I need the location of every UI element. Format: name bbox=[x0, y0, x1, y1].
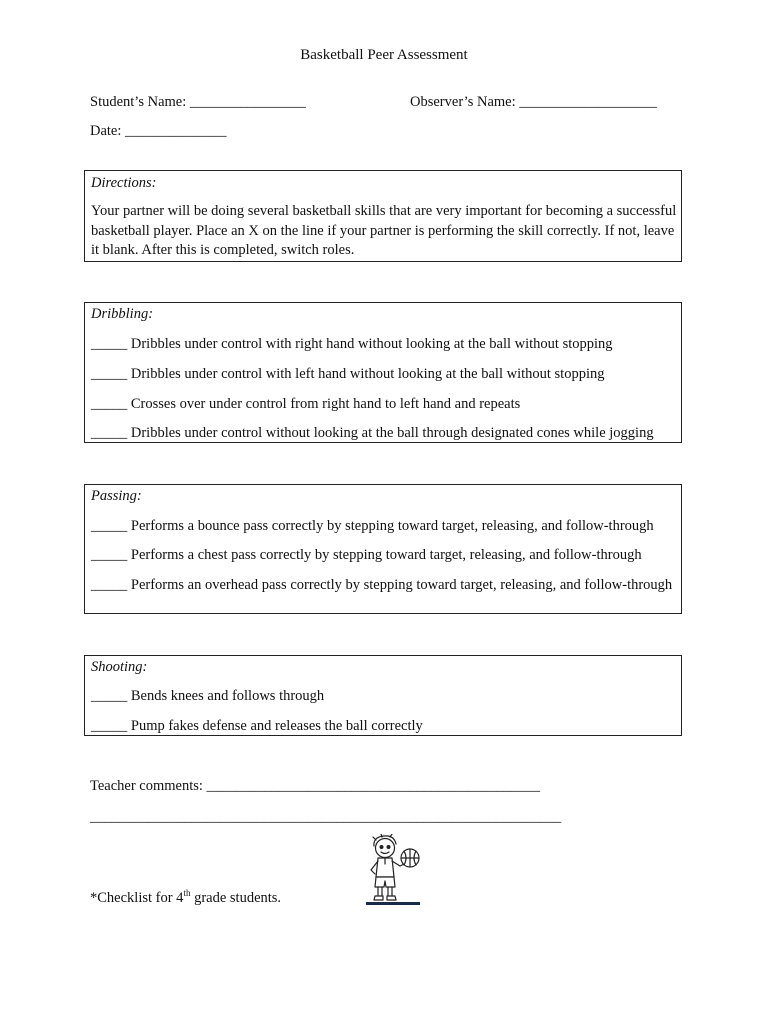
shooting-item: _____ Pump fakes defense and releases the ball correctly bbox=[91, 718, 423, 734]
footnote-prefix: *Checklist for 4 bbox=[90, 889, 184, 906]
directions-box bbox=[84, 170, 682, 262]
passing-item: _____ Performs a bounce pass correctly by stepping toward target, releasing, and follow-through bbox=[91, 518, 654, 534]
date-field: Date: ______________ bbox=[90, 123, 227, 139]
directions-text: Your partner will be doing several basketball skills that are very important for becoming a successful basketball player. Place an X on the line if your partner is performing the skill correctly. If not, leave it blank. After this is completed, switch roles. bbox=[91, 203, 677, 258]
checklist-footnote bbox=[90, 888, 281, 907]
passing-box bbox=[84, 484, 682, 614]
passing-heading: Passing: bbox=[91, 488, 142, 504]
dribbling-item: _____ Dribbles under control with left hand without looking at the ball without stopping bbox=[91, 366, 605, 382]
student-name-field: Student’s Name: ________________ bbox=[90, 94, 306, 110]
page-title: Basketball Peer Assessment bbox=[300, 47, 468, 63]
dribbling-item: _____ Dribbles under control without looking at the ball through designated cones while jogging bbox=[91, 425, 654, 441]
passing-item: _____ Performs an overhead pass correctly by stepping toward target, releasing, and follow-through bbox=[91, 577, 673, 593]
shooting-heading: Shooting: bbox=[91, 659, 148, 675]
shooting-item: _____ Bends knees and follows through bbox=[91, 688, 325, 704]
dribbling-box bbox=[84, 302, 682, 443]
shooting-box bbox=[84, 655, 682, 736]
dribbling-item: _____ Crosses over under control from right hand to left hand and repeats bbox=[91, 396, 521, 412]
footnote-superscript: th bbox=[183, 888, 191, 898]
footnote-suffix: grade students. bbox=[190, 889, 282, 906]
passing-item: _____ Performs a chest pass correctly by stepping toward target, releasing, and follow-through bbox=[91, 547, 642, 563]
teacher-comments-line: _________________________________________________________________ bbox=[90, 809, 562, 825]
dribbling-item: _____ Dribbles under control with right hand without looking at the ball without stopping bbox=[91, 336, 613, 352]
directions-heading: Directions: bbox=[91, 175, 157, 191]
teacher-comments-field: Teacher comments: ______________________________________________ bbox=[90, 778, 541, 794]
basketball-player-icon bbox=[364, 834, 424, 906]
observer-name-field: Observer’s Name: ___________________ bbox=[410, 94, 658, 110]
dribbling-heading: Dribbling: bbox=[91, 306, 154, 322]
